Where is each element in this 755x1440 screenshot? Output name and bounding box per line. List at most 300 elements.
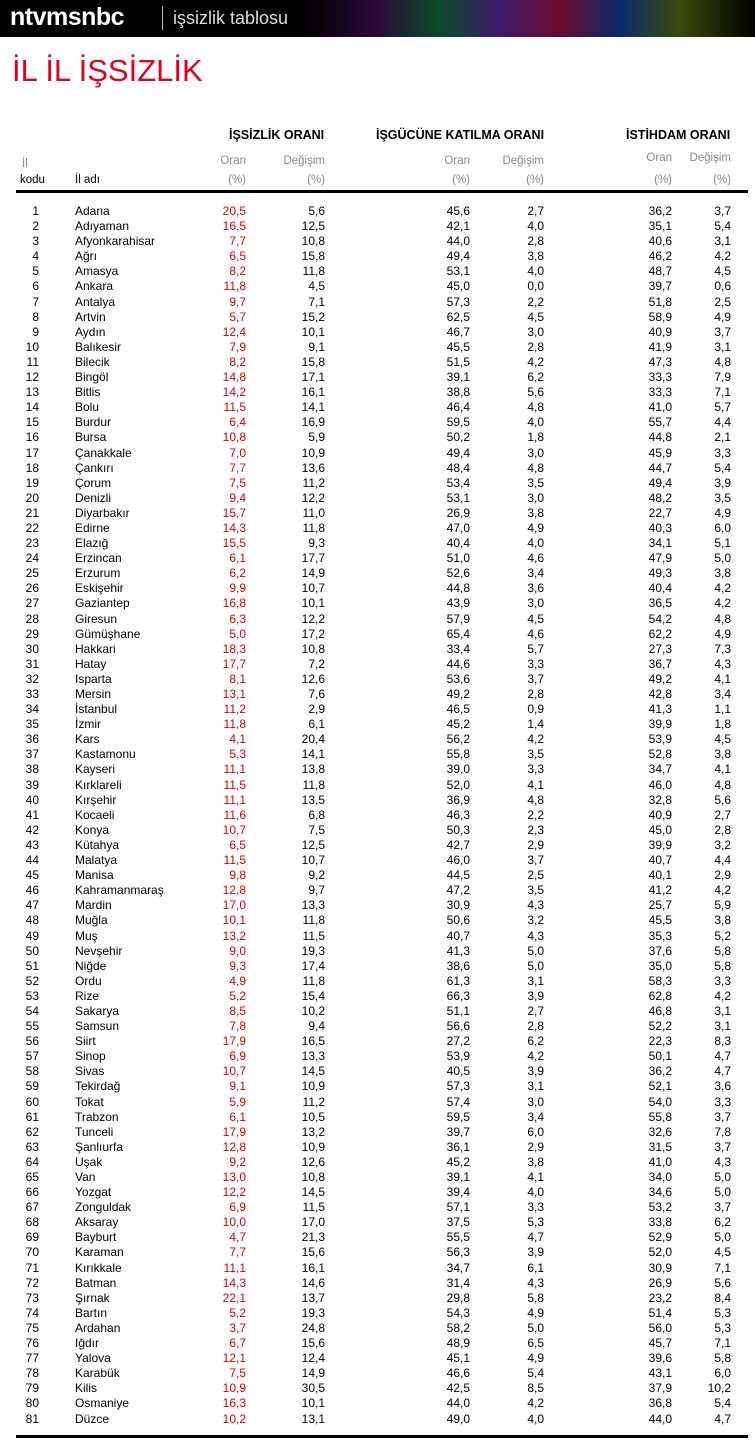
employment-rate: 27,3 bbox=[648, 641, 672, 656]
province-code: 27 bbox=[25, 596, 39, 611]
employment-change: 3,7 bbox=[714, 1139, 731, 1154]
header-divider-rule bbox=[16, 190, 748, 193]
employment-rate: 58,3 bbox=[648, 973, 672, 988]
participation-change: 4,2 bbox=[527, 354, 544, 369]
unemployment-change: 10,9 bbox=[301, 445, 325, 460]
employment-rate: 49,4 bbox=[648, 475, 672, 490]
employment-change: 3,1 bbox=[714, 339, 731, 354]
unemployment-rate: 10,0 bbox=[222, 1215, 246, 1230]
participation-rate: 62,5 bbox=[446, 309, 470, 324]
employment-rate: 26,9 bbox=[648, 1275, 672, 1290]
employment-change: 5,2 bbox=[714, 928, 731, 943]
unemployment-rate: 16,3 bbox=[222, 1396, 246, 1411]
province-name: Yozgat bbox=[75, 1185, 112, 1200]
participation-change: 2,2 bbox=[527, 807, 544, 822]
unemployment-change: 7,1 bbox=[308, 294, 325, 309]
employment-rate: 44,7 bbox=[648, 460, 672, 475]
participation-change: 4,0 bbox=[527, 264, 544, 279]
unemployment-rate: 9,1 bbox=[229, 1079, 246, 1094]
employment-change: 5,4 bbox=[714, 219, 731, 234]
unemployment-rate: 10,8 bbox=[222, 430, 246, 445]
unemployment-change: 15,8 bbox=[301, 249, 325, 264]
unemployment-change: 17,4 bbox=[301, 958, 325, 973]
unemployment-change: 17,7 bbox=[301, 551, 325, 566]
unemployment-rate: 12,1 bbox=[222, 1351, 246, 1366]
province-code: 24 bbox=[25, 551, 39, 566]
employment-rate: 41,2 bbox=[648, 883, 672, 898]
unemployment-rate: 10,1 bbox=[222, 913, 246, 928]
table-row bbox=[0, 566, 755, 581]
province-code: 70 bbox=[25, 1245, 39, 1260]
participation-rate: 56,2 bbox=[446, 732, 470, 747]
participation-change: 3,0 bbox=[527, 324, 544, 339]
province-name: Adana bbox=[75, 204, 110, 218]
unemployment-change: 20,4 bbox=[301, 732, 325, 747]
employment-change: 3,1 bbox=[714, 1003, 731, 1018]
participation-rate: 38,8 bbox=[446, 385, 470, 400]
unemployment-rate: 8,2 bbox=[229, 264, 246, 279]
participation-rate: 44,5 bbox=[446, 868, 470, 883]
table-row bbox=[0, 1245, 755, 1260]
province-code: 7 bbox=[32, 294, 39, 309]
province-name: Afyonkarahisar bbox=[75, 234, 156, 249]
header-bar bbox=[0, 0, 755, 37]
province-code: 78 bbox=[25, 1366, 39, 1381]
participation-change: 4,0 bbox=[527, 536, 544, 551]
participation-change: 5,8 bbox=[527, 1290, 544, 1305]
province-code: 29 bbox=[25, 626, 39, 641]
employment-rate: 40,3 bbox=[648, 520, 672, 535]
col-rate2-unit: (%) bbox=[452, 174, 470, 186]
unemployment-rate: 6,9 bbox=[229, 1049, 246, 1064]
province-code: 54 bbox=[25, 1003, 39, 1018]
participation-rate: 58,2 bbox=[446, 1320, 470, 1335]
unemployment-change: 9,4 bbox=[308, 1019, 325, 1034]
employment-change: 4,4 bbox=[714, 415, 731, 430]
province-code: 48 bbox=[25, 913, 39, 928]
province-name: Erzincan bbox=[75, 551, 122, 566]
table-row bbox=[0, 1351, 755, 1366]
participation-rate: 42,1 bbox=[446, 219, 470, 234]
table-row bbox=[0, 793, 755, 808]
unemployment-rate: 12,8 bbox=[222, 1139, 246, 1154]
employment-change: 5,7 bbox=[714, 400, 731, 415]
employment-rate: 40,6 bbox=[648, 234, 672, 249]
employment-rate: 40,7 bbox=[648, 853, 672, 868]
participation-change: 1,4 bbox=[527, 717, 544, 732]
participation-rate: 47,0 bbox=[446, 520, 470, 535]
employment-change: 2,8 bbox=[714, 822, 731, 837]
participation-change: 4,9 bbox=[527, 1305, 544, 1320]
table-row bbox=[0, 264, 755, 279]
province-code: 35 bbox=[25, 717, 39, 732]
province-name: Çanakkale bbox=[75, 445, 132, 460]
employment-change: 6,0 bbox=[714, 1366, 731, 1381]
participation-change: 4,6 bbox=[527, 551, 544, 566]
unemployment-rate: 11,1 bbox=[223, 762, 246, 777]
unemployment-change: 15,4 bbox=[301, 988, 325, 1003]
unemployment-change: 14,1 bbox=[301, 400, 325, 415]
participation-rate: 57,1 bbox=[446, 1200, 470, 1215]
participation-change: 4,0 bbox=[527, 415, 544, 430]
unemployment-rate: 10,2 bbox=[222, 1411, 246, 1426]
employment-change: 5,1 bbox=[714, 536, 731, 551]
table-row bbox=[0, 1155, 755, 1170]
employment-rate: 41,0 bbox=[648, 400, 672, 415]
province-name: Malatya bbox=[75, 853, 118, 868]
province-code: 14 bbox=[25, 400, 39, 415]
unemployment-rate: 6,1 bbox=[229, 551, 246, 566]
employment-rate: 41,9 bbox=[648, 339, 672, 354]
unemployment-rate: 6,9 bbox=[229, 1200, 246, 1215]
province-name: Kahramanmaraş bbox=[75, 883, 164, 898]
unemployment-rate: 5,2 bbox=[229, 988, 246, 1003]
unemployment-change: 6,1 bbox=[308, 717, 325, 732]
employment-change: 3,8 bbox=[714, 747, 731, 762]
unemployment-change: 14,5 bbox=[301, 1064, 325, 1079]
ntvmsnbc-logo[interactable]: ntvmsnbc bbox=[10, 3, 125, 31]
table-row bbox=[0, 1336, 755, 1351]
employment-change: 4,8 bbox=[714, 354, 731, 369]
employment-change: 4,9 bbox=[714, 626, 731, 641]
table-row bbox=[0, 461, 755, 476]
participation-change: 3,5 bbox=[527, 475, 544, 490]
province-name: Çankırı bbox=[75, 460, 114, 475]
col-change1-header: Değişim bbox=[283, 155, 325, 167]
province-code: 16 bbox=[25, 430, 39, 445]
unemployment-rate: 9,4 bbox=[229, 490, 246, 505]
participation-rate: 36,1 bbox=[446, 1139, 470, 1154]
employment-rate: 25,7 bbox=[648, 898, 672, 913]
col-rate2-header: Oran bbox=[444, 155, 470, 167]
unemployment-change: 10,8 bbox=[301, 1170, 325, 1184]
participation-rate: 44,0 bbox=[446, 1396, 470, 1411]
unemployment-rate: 5,3 bbox=[229, 747, 246, 762]
province-name: Şanlıurfa bbox=[75, 1139, 124, 1154]
employment-rate: 36,5 bbox=[648, 596, 672, 611]
participation-rate: 43,9 bbox=[446, 596, 470, 611]
employment-change: 4,9 bbox=[714, 505, 731, 520]
participation-rate: 59,5 bbox=[446, 415, 470, 430]
employment-rate: 34,7 bbox=[648, 762, 672, 777]
unemployment-rate: 6,5 bbox=[229, 837, 246, 852]
employment-change: 5,8 bbox=[714, 958, 731, 973]
unemployment-change: 15,6 bbox=[301, 1245, 325, 1260]
table-row bbox=[0, 1110, 755, 1125]
participation-change: 3,4 bbox=[527, 566, 544, 581]
participation-change: 4,1 bbox=[527, 777, 544, 792]
unemployment-rate: 9,3 bbox=[229, 958, 246, 973]
participation-rate: 46,0 bbox=[446, 853, 470, 868]
table-row bbox=[0, 551, 755, 566]
employment-change: 7,1 bbox=[714, 385, 731, 400]
employment-change: 5,0 bbox=[714, 1185, 731, 1200]
province-code: 80 bbox=[25, 1396, 39, 1411]
employment-rate: 42,8 bbox=[648, 687, 672, 701]
province-name: Kütahya bbox=[75, 837, 120, 852]
unemployment-rate: 7,7 bbox=[229, 1245, 246, 1260]
province-code: 34 bbox=[25, 702, 39, 717]
participation-rate: 50,6 bbox=[446, 913, 470, 928]
unemployment-change: 11,5 bbox=[302, 1200, 325, 1215]
province-name: Nevşehir bbox=[75, 943, 123, 958]
province-name: Osmaniye bbox=[75, 1396, 130, 1411]
employment-rate: 44,0 bbox=[648, 1411, 672, 1426]
participation-change: 3,0 bbox=[527, 490, 544, 505]
table-row bbox=[0, 355, 755, 370]
unemployment-change: 16,1 bbox=[301, 1260, 325, 1275]
unemployment-rate: 11,8 bbox=[223, 279, 246, 294]
employment-rate: 41,0 bbox=[648, 1154, 672, 1169]
participation-change: 2,8 bbox=[527, 234, 544, 249]
table-row bbox=[0, 1019, 755, 1034]
participation-change: 3,0 bbox=[527, 1094, 544, 1109]
participation-rate: 46,5 bbox=[446, 702, 470, 717]
employment-rate: 30,9 bbox=[648, 1260, 672, 1275]
table-row bbox=[0, 974, 755, 989]
employment-change: 3,3 bbox=[714, 1094, 731, 1109]
employment-rate: 46,8 bbox=[648, 1003, 672, 1018]
unemployment-rate: 15,7 bbox=[222, 505, 246, 520]
province-name: Adıyaman bbox=[75, 219, 130, 234]
province-name: Ordu bbox=[75, 973, 102, 988]
unemployment-rate: 16,5 bbox=[222, 219, 246, 234]
province-code: 15 bbox=[25, 415, 39, 430]
participation-change: 6,0 bbox=[527, 1124, 544, 1139]
employment-rate: 40,4 bbox=[648, 581, 672, 596]
employment-rate: 43,1 bbox=[648, 1366, 672, 1381]
table-row bbox=[0, 1004, 755, 1019]
table-row bbox=[0, 747, 755, 762]
province-code: 22 bbox=[25, 520, 39, 535]
employment-rate: 44,8 bbox=[648, 430, 672, 445]
employment-change: 5,3 bbox=[714, 1305, 731, 1320]
unemployment-rate: 9,7 bbox=[229, 294, 246, 309]
employment-change: 4,2 bbox=[714, 596, 731, 611]
unemployment-change: 7,5 bbox=[308, 822, 325, 837]
col-name-header: İl adı bbox=[75, 174, 100, 186]
employment-change: 1,8 bbox=[714, 717, 731, 732]
unemployment-change: 12,5 bbox=[301, 837, 325, 852]
participation-rate: 45,2 bbox=[446, 1154, 470, 1169]
table-row bbox=[0, 506, 755, 521]
table-row bbox=[0, 959, 755, 974]
col-change2-unit: (%) bbox=[526, 174, 544, 186]
province-code: 75 bbox=[25, 1320, 39, 1335]
employment-rate: 62,2 bbox=[648, 626, 672, 641]
participation-rate: 46,3 bbox=[446, 807, 470, 822]
unemployment-rate: 9,2 bbox=[229, 1154, 246, 1169]
employment-rate: 51,4 bbox=[648, 1305, 672, 1320]
unemployment-change: 10,9 bbox=[301, 1079, 325, 1094]
employment-rate: 35,1 bbox=[648, 219, 672, 234]
unemployment-change: 10,7 bbox=[301, 853, 325, 868]
participation-change: 0,0 bbox=[527, 279, 544, 294]
participation-rate: 66,3 bbox=[446, 988, 470, 1003]
province-name: Sakarya bbox=[75, 1003, 120, 1018]
province-code: 53 bbox=[25, 988, 39, 1003]
employment-change: 5,8 bbox=[714, 943, 731, 958]
table-row bbox=[0, 687, 755, 702]
unemployment-change: 12,2 bbox=[301, 490, 325, 505]
unemployment-rate: 11,5 bbox=[223, 853, 246, 868]
table-row bbox=[0, 868, 755, 883]
province-code: 36 bbox=[25, 732, 39, 747]
unemployment-rate: 10,7 bbox=[222, 1064, 246, 1079]
province-name: Aksaray bbox=[75, 1215, 119, 1230]
unemployment-rate: 15,5 bbox=[222, 536, 246, 551]
employment-rate: 35,3 bbox=[648, 928, 672, 943]
province-name: İstanbul bbox=[75, 702, 118, 717]
participation-change: 3,5 bbox=[527, 747, 544, 762]
province-name: Kilis bbox=[75, 1381, 98, 1396]
province-code: 19 bbox=[25, 475, 39, 490]
unemployment-rate: 9,9 bbox=[229, 581, 246, 596]
employment-change: 5,6 bbox=[714, 1275, 731, 1290]
unemployment-rate: 13,0 bbox=[222, 1170, 246, 1184]
province-code: 9 bbox=[32, 324, 39, 339]
table-row bbox=[0, 898, 755, 913]
unemployment-rate: 8,1 bbox=[229, 671, 246, 686]
table-row bbox=[0, 204, 755, 219]
participation-change: 4,0 bbox=[527, 219, 544, 234]
province-code: 45 bbox=[25, 868, 39, 883]
province-code: 74 bbox=[25, 1305, 39, 1320]
participation-rate: 44,8 bbox=[446, 581, 470, 596]
unemployment-rate: 8,2 bbox=[229, 354, 246, 369]
participation-rate: 52,6 bbox=[446, 566, 470, 581]
unemployment-rate: 17,9 bbox=[222, 1124, 246, 1139]
employment-change: 4,7 bbox=[714, 1049, 731, 1064]
province-name: Tokat bbox=[75, 1094, 104, 1109]
unemployment-rate: 11,1 bbox=[223, 1260, 246, 1275]
province-name: Amasya bbox=[75, 264, 119, 279]
employment-change: 4,1 bbox=[714, 762, 731, 777]
employment-change: 4,3 bbox=[714, 656, 731, 671]
table-row bbox=[0, 310, 755, 325]
employment-rate: 36,2 bbox=[648, 1064, 672, 1079]
table-row bbox=[0, 1230, 755, 1245]
unemployment-change: 10,8 bbox=[301, 234, 325, 249]
employment-rate: 39,6 bbox=[648, 1351, 672, 1366]
unemployment-rate: 10,7 bbox=[222, 822, 246, 837]
participation-change: 3,0 bbox=[527, 445, 544, 460]
table-row bbox=[0, 1276, 755, 1291]
employment-rate: 36,7 bbox=[648, 656, 672, 671]
participation-change: 5,0 bbox=[527, 1320, 544, 1335]
participation-rate: 48,9 bbox=[446, 1336, 470, 1351]
table-row bbox=[0, 476, 755, 491]
participation-change: 4,6 bbox=[527, 626, 544, 641]
table-row bbox=[0, 581, 755, 596]
employment-rate: 40,9 bbox=[648, 807, 672, 822]
participation-rate: 53,1 bbox=[446, 264, 470, 279]
participation-change: 4,9 bbox=[527, 1351, 544, 1366]
unemployment-change: 5,6 bbox=[308, 204, 325, 218]
province-name: Bitlis bbox=[75, 385, 101, 400]
table-row bbox=[0, 1215, 755, 1230]
province-code: 72 bbox=[25, 1275, 39, 1290]
employment-rate: 36,2 bbox=[648, 204, 672, 218]
participation-rate: 53,6 bbox=[446, 671, 470, 686]
participation-rate: 47,2 bbox=[446, 883, 470, 898]
unemployment-rate: 7,5 bbox=[229, 475, 246, 490]
page-title: İL İL İŞSİZLİK bbox=[12, 53, 203, 88]
participation-rate: 42,7 bbox=[446, 837, 470, 852]
participation-change: 6,2 bbox=[527, 370, 544, 385]
participation-change: 3,3 bbox=[527, 1200, 544, 1215]
employment-change: 5,6 bbox=[714, 792, 731, 807]
employment-change: 6,0 bbox=[714, 520, 731, 535]
province-name: Bolu bbox=[75, 400, 100, 415]
employment-change: 4,2 bbox=[714, 581, 731, 596]
province-name: Antalya bbox=[75, 294, 116, 309]
participation-rate: 46,6 bbox=[446, 1366, 470, 1381]
province-code: 3 bbox=[32, 234, 39, 249]
col-change2-header: Değişim bbox=[502, 155, 544, 167]
province-code: 71 bbox=[25, 1260, 39, 1275]
province-name: Konya bbox=[75, 822, 110, 837]
unemployment-change: 14,9 bbox=[301, 566, 325, 581]
province-code: 60 bbox=[25, 1094, 39, 1109]
unemployment-rate: 4,9 bbox=[229, 973, 246, 988]
participation-change: 3,7 bbox=[527, 671, 544, 686]
unemployment-rate: 17,9 bbox=[222, 1034, 246, 1049]
participation-change: 3,8 bbox=[527, 249, 544, 264]
participation-rate: 40,4 bbox=[446, 536, 470, 551]
province-name: Çorum bbox=[75, 475, 112, 490]
unemployment-change: 12,2 bbox=[301, 611, 325, 626]
unemployment-rate: 17,0 bbox=[222, 898, 246, 913]
province-name: Uşak bbox=[75, 1154, 103, 1169]
participation-change: 3,2 bbox=[527, 913, 544, 928]
employment-change: 4,4 bbox=[714, 853, 731, 868]
province-name: Kastamonu bbox=[75, 747, 136, 762]
col-rate3-header: Oran bbox=[646, 152, 672, 164]
participation-change: 2,7 bbox=[527, 1003, 544, 1018]
province-name: Hakkari bbox=[75, 641, 116, 656]
province-name: Balıkesir bbox=[75, 339, 122, 354]
unemployment-change: 10,9 bbox=[301, 1139, 325, 1154]
employment-change: 5,4 bbox=[714, 1396, 731, 1411]
employment-rate: 41,3 bbox=[648, 702, 672, 717]
province-code: 47 bbox=[25, 898, 39, 913]
province-code: 69 bbox=[25, 1230, 39, 1245]
employment-rate: 45,7 bbox=[648, 1336, 672, 1351]
province-code: 5 bbox=[32, 264, 39, 279]
unemployment-change: 10,1 bbox=[301, 596, 325, 611]
province-name: Muğla bbox=[75, 913, 108, 928]
participation-rate: 57,9 bbox=[446, 611, 470, 626]
table-row bbox=[0, 1321, 755, 1336]
employment-change: 3,4 bbox=[714, 687, 731, 701]
employment-rate: 40,9 bbox=[648, 324, 672, 339]
table-row bbox=[0, 234, 755, 249]
participation-change: 4,1 bbox=[527, 1170, 544, 1184]
group-header-employment: İSTİHDAM ORANI bbox=[626, 128, 731, 142]
table-row bbox=[0, 1185, 755, 1200]
table-row bbox=[0, 1412, 755, 1427]
province-code: 46 bbox=[25, 883, 39, 898]
province-name: Kırklareli bbox=[75, 777, 122, 792]
section-title[interactable]: işsizlik tablosu bbox=[173, 8, 289, 28]
employment-change: 4,1 bbox=[714, 671, 731, 686]
province-code: 76 bbox=[25, 1336, 39, 1351]
employment-rate: 32,6 bbox=[648, 1124, 672, 1139]
unemployment-rate: 14,2 bbox=[222, 385, 246, 400]
province-table bbox=[0, 204, 755, 1427]
participation-rate: 56,6 bbox=[446, 1019, 470, 1034]
